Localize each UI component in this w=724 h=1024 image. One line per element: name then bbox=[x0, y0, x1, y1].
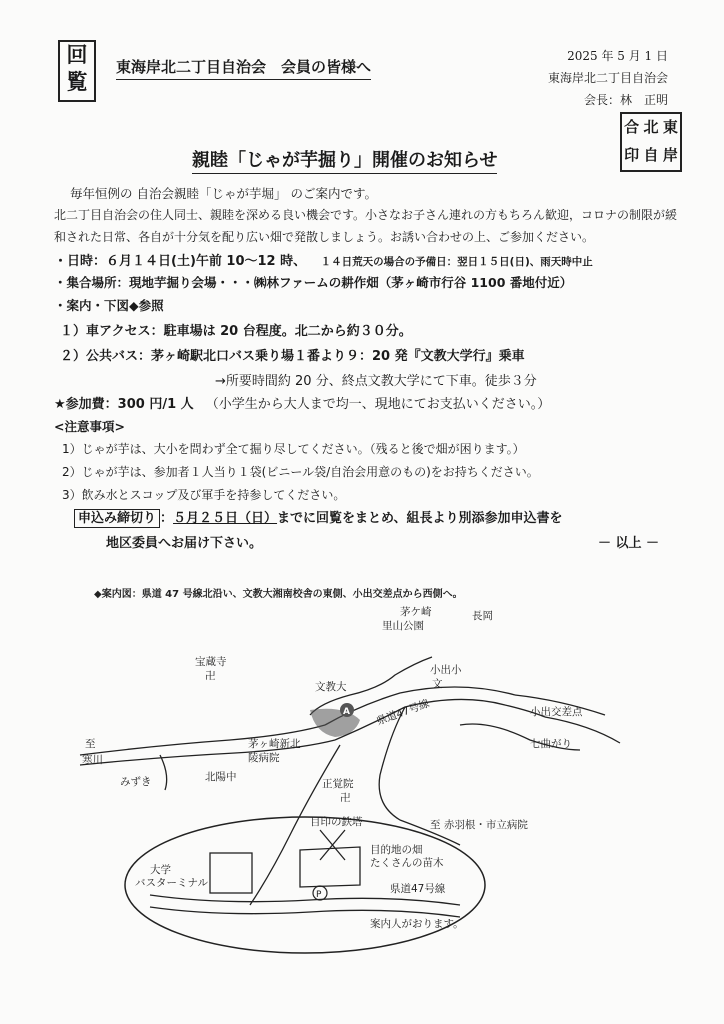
field-area bbox=[300, 847, 360, 887]
guide-heading: ・案内・下図◆参照 bbox=[54, 298, 164, 313]
route47-lower-2 bbox=[150, 907, 460, 917]
guide-map bbox=[60, 575, 670, 980]
road-route47-south bbox=[335, 699, 545, 740]
bus-terminal-rect bbox=[210, 853, 252, 893]
meeting-place: ・集合場所：現地芋掘り会場・・・㈱林ファームの耕作畑（茅ヶ崎市行谷 1100 番地付近） bbox=[54, 275, 573, 290]
map-label-field-1: 目的地の畑 bbox=[370, 844, 423, 856]
deadline-date: ５月２５日（日） bbox=[173, 511, 278, 526]
intro-line-2: 北二丁目自治会の住人同士、親睦を深める良い機会です。小さなお子さん連れの方もちろん歓迎，コロナの制限が緩 bbox=[54, 208, 678, 222]
participation-fee bbox=[54, 393, 550, 412]
addressee: 東海岸北二丁目自治会 会員の皆様へ bbox=[116, 56, 371, 80]
map-label-guide: 案内人がおります。 bbox=[370, 918, 464, 930]
chairman-name: 会長：林 正明 bbox=[583, 93, 668, 107]
map-label-satoyama: 里山公園 bbox=[382, 620, 424, 632]
map-label-chigasaki: 茅ケ崎 bbox=[400, 606, 432, 618]
seal-char: 岸 bbox=[662, 146, 678, 164]
fee-label: ★参加費：300 円/1 人 bbox=[54, 397, 194, 412]
kairan-stamp bbox=[58, 40, 96, 102]
fee-note: （小学生から大人まで均一、現地にてお支払いください。） bbox=[205, 397, 551, 412]
road-mizuki bbox=[160, 755, 167, 790]
map-label-bus-2: バスターミナル bbox=[135, 877, 208, 889]
deadline-text-2: 地区委員へお届け下さい。 bbox=[106, 536, 263, 551]
deadline-colon: ： bbox=[160, 511, 174, 526]
caution-item-3: 3）飲み水とスコップ及び軍手を持参してください。 bbox=[62, 488, 346, 502]
closing-mark: － 以上 － bbox=[598, 536, 660, 551]
kairan-stamp-char-1: 回 bbox=[66, 43, 88, 67]
map-label-hospital-2: 陵病院 bbox=[248, 752, 280, 764]
map-label-tower: 目印の鉄塔 bbox=[310, 816, 363, 828]
map-label-hokuyo: 北陽中 bbox=[205, 771, 237, 783]
tower-mark bbox=[320, 830, 345, 860]
destination-pin-label: A bbox=[343, 707, 350, 717]
map-label-to-hospital: 至 赤羽根・市立病院 bbox=[430, 819, 528, 831]
map-temple-mark-2: 卍 bbox=[340, 792, 351, 804]
datetime-main: ・日時：６月１４日(土)午前 10～12 時、 bbox=[54, 254, 307, 269]
map-school-mark: 文 bbox=[432, 678, 443, 690]
map-label-route47: 県道47号線 bbox=[374, 697, 432, 728]
intro-line-3: 和された日常、各自が十分気を配り広い畑で発散しましょう。お誘い合わせの上、ご参加ください。 bbox=[54, 230, 595, 244]
route47-lower bbox=[150, 895, 460, 905]
kairan-stamp-char-2: 覧 bbox=[66, 70, 88, 94]
seal-char: 東 bbox=[662, 118, 678, 136]
organization-name: 東海岸北二丁目自治会 bbox=[547, 71, 668, 85]
map-label-field-2: たくさんの苗木 bbox=[370, 857, 444, 869]
map-temple-mark: 卍 bbox=[205, 670, 216, 682]
caution-item-2: 2）じゃが芋は、参加者１人当り１袋(ビニール袋/自治会用意のもの)をお持ちください。 bbox=[62, 465, 539, 479]
chairman-seal bbox=[620, 112, 682, 172]
map-label-mizuki: みずき bbox=[120, 776, 152, 788]
map-label-hoshoji: 宝蔵寺 bbox=[195, 656, 227, 668]
deadline-text: までに回覧をまとめ、組長より別添参加申込書を bbox=[277, 511, 563, 526]
seal-char: 北 bbox=[643, 118, 659, 136]
map-label-nanamagari: 七曲がり bbox=[530, 738, 572, 750]
map-label-shosho-in: 正覚院 bbox=[322, 778, 354, 790]
seal-char: 自 bbox=[643, 146, 659, 164]
deadline bbox=[74, 507, 563, 526]
parking-label: P bbox=[316, 890, 322, 900]
seal-char: 印 bbox=[624, 146, 640, 164]
map-label-hospital-1: 茅ヶ崎新北 bbox=[248, 738, 301, 750]
event-datetime bbox=[54, 250, 593, 269]
bus-access: ２）公共バス：茅ヶ崎駅北口バス乗り場１番より９：20 発『文教大学行』乗車 bbox=[60, 349, 525, 364]
issue-date: 2025 年 5 月 1 日 bbox=[567, 49, 668, 63]
map-label-bunkyo: 文教大 bbox=[315, 681, 347, 693]
seal-char: 合 bbox=[624, 118, 640, 136]
map-label-to: 至 bbox=[85, 738, 96, 750]
caution-item-1: 1）じゃが芋は、大小を問わず全て掘り尽してください。（残ると後で畑が困ります。） bbox=[62, 442, 525, 456]
map-caption: ◆案内図：県道 47 号線北沿い、文教大湘南校舎の東側、小出交差点から西側へ。 bbox=[94, 589, 463, 600]
car-access: １）車アクセス：駐車場は 20 台程度。北二から約３０分。 bbox=[60, 324, 412, 339]
map-label-bus-1: 大学 bbox=[150, 864, 171, 876]
datetime-note: １４日荒天の場合の予備日：翌日１５日(日)、雨天時中止 bbox=[320, 256, 593, 268]
page-title: 親睦「じゃが芋掘り」開催のお知らせ bbox=[192, 146, 497, 174]
map-label-samukawa: 寒川 bbox=[82, 754, 103, 766]
map-label-route47-b: 県道47号線 bbox=[390, 883, 446, 895]
intro-line-1: 毎年恒例の 自治会親睦「じゃが芋堀」 のご案内です。 bbox=[70, 186, 377, 201]
map-label-nagaoka: 長岡 bbox=[472, 610, 493, 622]
deadline-label: 申込み締切り bbox=[74, 509, 160, 528]
map-label-koide-cross: 小出交差点 bbox=[530, 706, 583, 718]
caution-heading: <注意事項> bbox=[54, 419, 125, 434]
map-label-koide-elem: 小出小 bbox=[430, 664, 462, 676]
bus-access-detail: →所要時間約 20 分、終点文教大学にて下車。徒歩３分 bbox=[215, 374, 537, 389]
